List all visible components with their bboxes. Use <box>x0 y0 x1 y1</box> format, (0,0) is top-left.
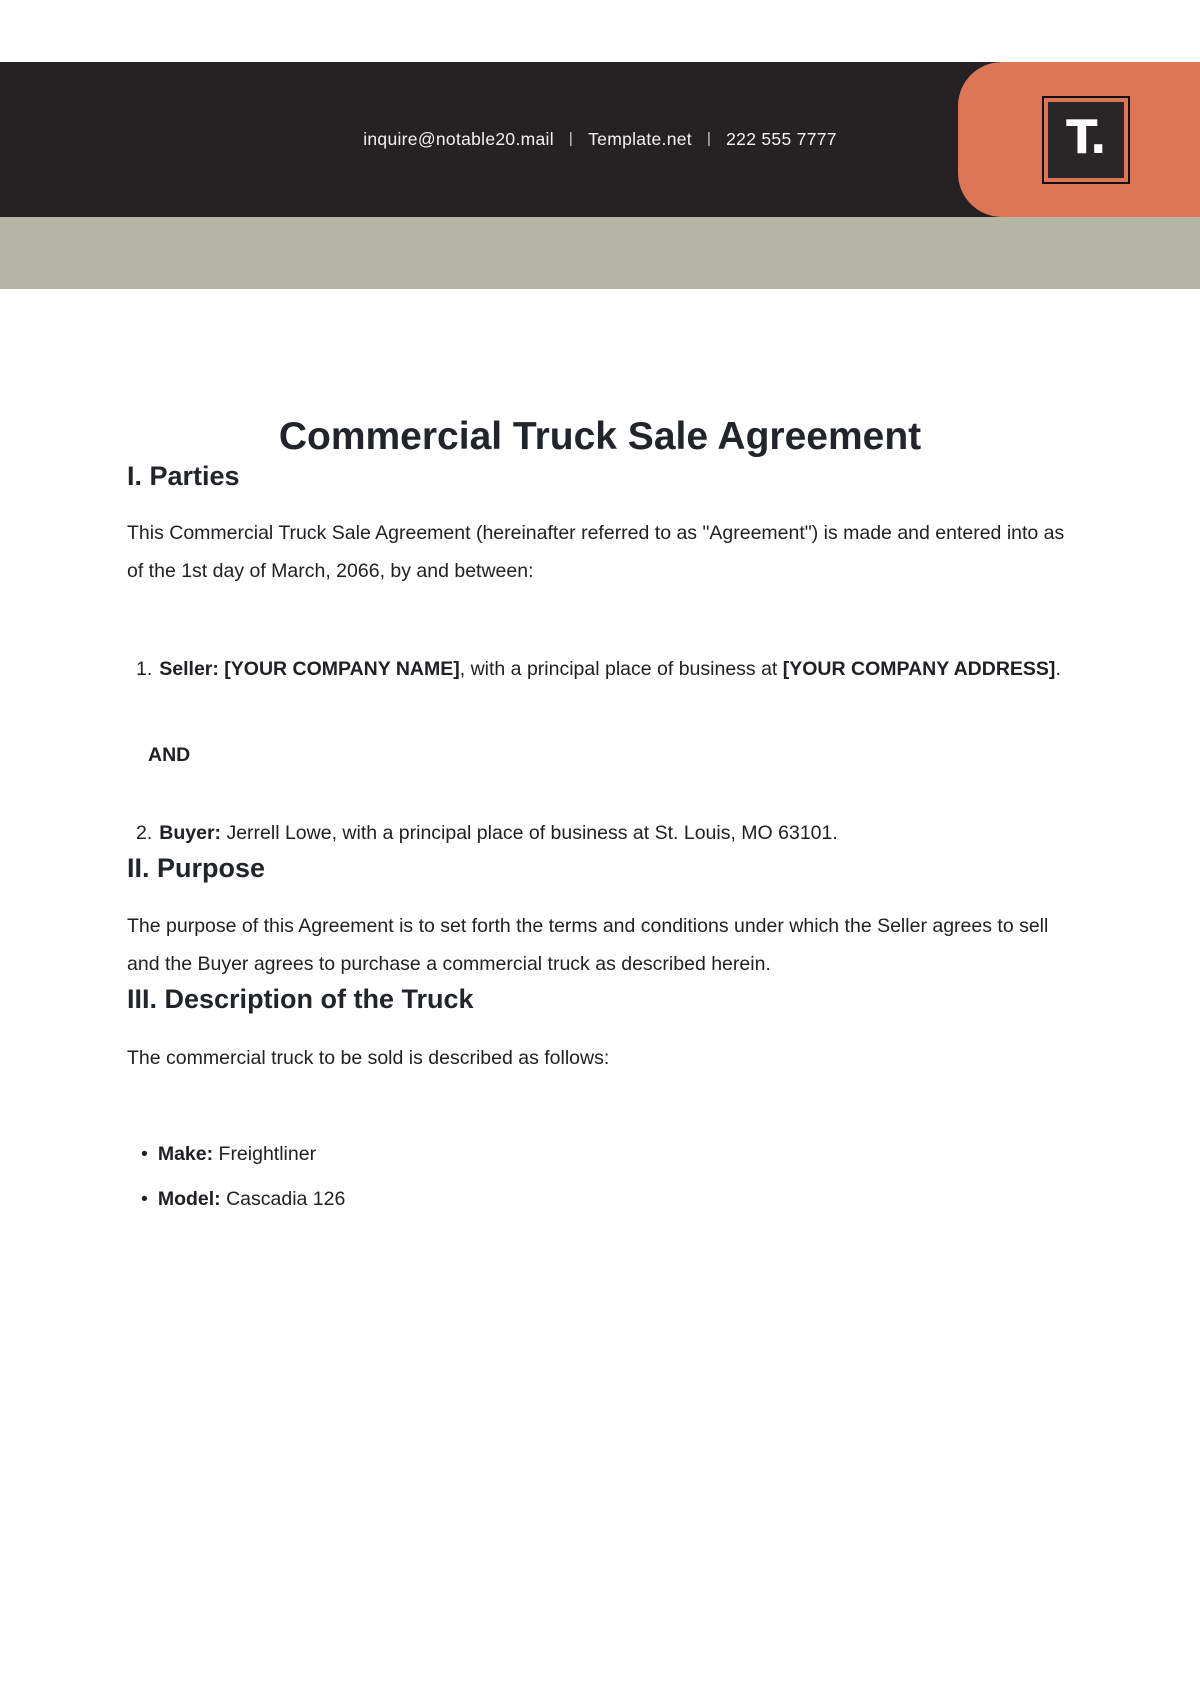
section-heading-purpose: II. Purpose <box>127 853 266 884</box>
contact-website: Template.net <box>588 129 692 149</box>
section-heading-parties: I. Parties <box>127 460 240 491</box>
document-content <box>0 289 1200 1222</box>
model-label: Model: <box>157 1188 227 1211</box>
list-item-text <box>159 814 838 852</box>
section-heading-description: III. Description of the Truck <box>127 983 474 1014</box>
list-item-buyer <box>127 814 1073 852</box>
header-bar <box>0 62 1200 217</box>
parties-list <box>127 650 1073 852</box>
seller-text-end: . <box>1055 658 1061 681</box>
contact-email: inquire@notable20.mail <box>363 129 554 149</box>
list-item-model <box>127 1177 1073 1222</box>
accent-band <box>0 217 1200 289</box>
separator: | <box>706 130 712 147</box>
list-number: 2. <box>136 822 153 845</box>
contact-phone: 222 555 7777 <box>726 129 837 149</box>
list-number: 1. <box>136 658 153 681</box>
bullet-text <box>158 1177 346 1222</box>
bullet-icon: • <box>141 1188 148 1211</box>
description-body: The commercial truck to be sold is described as follows: <box>127 1047 610 1070</box>
model-value: Cascadia 126 <box>226 1188 346 1211</box>
bullet-text <box>158 1132 316 1177</box>
seller-label: Seller: [YOUR COMPANY NAME] <box>159 658 460 681</box>
page-title: Commercial Truck Sale Agreement <box>278 415 922 458</box>
truck-spec-list <box>127 1132 1073 1222</box>
bullet-icon: • <box>141 1143 148 1166</box>
seller-text: , with a principal place of business at <box>459 658 783 681</box>
list-item-make <box>127 1132 1073 1177</box>
connector-and: AND <box>148 744 191 767</box>
purpose-body: The purpose of this Agreement is to set forth the terms and conditions under which the Seller agrees to sell and the Buyer agrees to purchase a commercial truck as described herein. <box>127 914 1049 975</box>
separator: | <box>568 130 574 147</box>
buyer-label: Buyer: <box>159 822 227 845</box>
list-item-seller <box>127 650 1073 688</box>
parties-intro: This Commercial Truck Sale Agreement (hereinafter referred to as "Agreement") is made and entered into as of the 1st day of March, 2066, by and between: <box>127 522 1065 583</box>
buyer-text: Jerrell Lowe, with a principal place of business at St. Louis, MO 63101. <box>226 822 838 845</box>
make-label: Make: <box>157 1143 219 1166</box>
brand-logo <box>1044 98 1128 182</box>
seller-address-placeholder: [YOUR COMPANY ADDRESS] <box>782 658 1056 681</box>
list-item-text <box>159 650 1061 688</box>
logo-text: T. <box>1066 109 1106 164</box>
make-value: Freightliner <box>218 1143 317 1166</box>
logo-band <box>958 62 1200 217</box>
